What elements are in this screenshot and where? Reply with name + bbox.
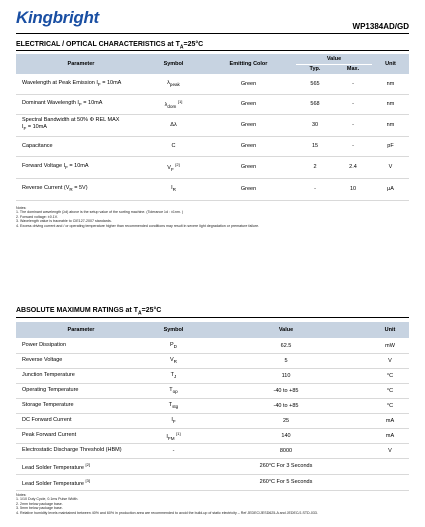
- unit-cell: mA: [371, 413, 409, 428]
- value-cell: 110: [201, 368, 371, 383]
- header-unit: Unit: [372, 54, 409, 74]
- value-cell: 140: [201, 428, 371, 443]
- parameter-cell: Reverse Current $(V_R = 5V)$: [16, 178, 146, 200]
- symbol-cell: Δλ: [146, 114, 201, 136]
- symbol-cell: $I_F$: [146, 413, 201, 428]
- electrical-section-title: ELECTRICAL / OPTICAL CHARACTERISTICS at $T_A=25^\circ C$: [16, 41, 204, 51]
- table-row: [16, 458, 409, 474]
- header-emitting-color: Emitting Color: [201, 54, 296, 74]
- unit-cell: μA: [372, 178, 409, 200]
- symbol-cell: $\lambda_{peak}$: [146, 74, 201, 94]
- symbol-cell: [146, 474, 201, 490]
- unit-cell: [371, 474, 409, 490]
- max-cell: 2.4: [334, 156, 372, 178]
- symbol-cell: [146, 458, 201, 474]
- typ-cell: 2: [296, 156, 334, 178]
- table-row: [16, 136, 409, 156]
- typ-cell: 568: [296, 94, 334, 114]
- table-row: [16, 474, 409, 490]
- electrical-title-rule: [16, 50, 409, 51]
- max-cell: -: [334, 94, 372, 114]
- header-parameter: Parameter: [16, 54, 146, 74]
- color-cell: Green: [201, 136, 296, 156]
- absolute-section-title: ABSOLUTE MAXIMUM RATINGS at $T_A=25^\circ C$: [16, 307, 162, 317]
- parameter-cell: Power Dissipation: [16, 338, 146, 353]
- unit-cell: nm: [372, 114, 409, 136]
- table-row: [16, 383, 409, 398]
- symbol-cell: $I_{FM}$ [1]: [146, 428, 201, 443]
- max-cell: -: [334, 114, 372, 136]
- brand-logo: Kingbright: [16, 8, 99, 27]
- parameter-cell: Junction Temperature: [16, 368, 146, 383]
- color-cell: Green: [201, 178, 296, 200]
- parameter-cell: Lead Solder Temperature [3]: [16, 474, 146, 490]
- value-cell: 260°C For 5 Seconds: [201, 474, 371, 490]
- value-cell: 8000: [201, 443, 371, 458]
- color-cell: Green: [201, 94, 296, 114]
- value-cell: -40 to +85: [201, 398, 371, 413]
- parameter-cell: Lead Solder Temperature [2]: [16, 458, 146, 474]
- table-row: [16, 413, 409, 428]
- table-row: [16, 94, 409, 114]
- unit-cell: V: [372, 156, 409, 178]
- parameter-cell: Spectral Bandwidth at 50% Φ REL MAX $I_F = 10mA$: [16, 114, 146, 136]
- unit-cell: [371, 458, 409, 474]
- parameter-cell: Reverse Voltage: [16, 353, 146, 368]
- parameter-cell: Forward Voltage $I_F = 10mA$: [16, 156, 146, 178]
- parameter-cell: Wavelength at Peak Emission $I_F = 10mA$: [16, 74, 146, 94]
- table-row: [16, 338, 409, 353]
- parameter-cell: Operating Temperature: [16, 383, 146, 398]
- typ-cell: 565: [296, 74, 334, 94]
- electrical-characteristics-table: [16, 54, 409, 201]
- header-symbol: Symbol: [146, 54, 201, 74]
- part-number: WP1384AD/GD: [352, 22, 409, 31]
- page-header: [0, 0, 425, 36]
- table-row: [16, 353, 409, 368]
- parameter-cell: DC Forward Current: [16, 413, 146, 428]
- value-cell: 260°C For 3 Seconds: [201, 458, 371, 474]
- absolute-ratings-table: [16, 322, 409, 491]
- symbol-cell: $P_D$: [146, 338, 201, 353]
- symbol-cell: C: [146, 136, 201, 156]
- parameter-cell: Capacitance: [16, 136, 146, 156]
- symbol-cell: $T_{stg}$: [146, 398, 201, 413]
- typ-cell: 30: [296, 114, 334, 136]
- symbol-cell: $V_F$ [2]: [146, 156, 201, 178]
- max-cell: 10: [334, 178, 372, 200]
- table-row: [16, 443, 409, 458]
- parameter-cell: Storage Temperature: [16, 398, 146, 413]
- symbol-cell: $V_R$: [146, 353, 201, 368]
- header-symbol: Symbol: [146, 322, 201, 338]
- unit-cell: °C: [371, 398, 409, 413]
- absolute-notes: Notes: 1. 1/10 Duty Cycle, 0.1ms Pulse Width. 2. 2mm below package base. 3. 5mm below package base. 4. Relative humidity levels maintained between 40% and 60% in production area are recommended to avoid the build-up of static electricity – Ref JEDEC/JESD625-A and JEDEC/J-STD-033.: [16, 493, 318, 515]
- header-typ: Typ.: [296, 64, 334, 74]
- table-row: [16, 178, 409, 200]
- symbol-cell: $T_{op}$: [146, 383, 201, 398]
- electrical-notes: Notes: 1. The dominant wavelength (λd) above is the setup value of the sorting machine. (Tolerance λd : ±1nm. ) 2. Forward voltage: ±0.1V. 3. Wavelength value is traceable to CIE127-2007 standards. 4. Excess driving current and / or operating temperature higher than recommended conditions may result in severe light degradation or premature failure.: [16, 206, 260, 228]
- color-cell: Green: [201, 114, 296, 136]
- value-cell: 5: [201, 353, 371, 368]
- header-rule: [16, 33, 409, 34]
- symbol-cell: $\lambda_{dom}$ [1]: [146, 94, 201, 114]
- header-value: Value: [296, 54, 372, 64]
- unit-cell: °C: [371, 383, 409, 398]
- value-cell: -40 to +85: [201, 383, 371, 398]
- symbol-cell: -: [146, 443, 201, 458]
- table-row: [16, 428, 409, 443]
- absolute-title-rule: [16, 317, 409, 318]
- parameter-cell: Dominant Wavelength $I_F = 10mA$: [16, 94, 146, 114]
- max-cell: -: [334, 74, 372, 94]
- parameter-cell: Peak Forward Current: [16, 428, 146, 443]
- header-max: Max.: [334, 64, 372, 74]
- table-row: [16, 368, 409, 383]
- symbol-cell: $I_R$: [146, 178, 201, 200]
- typ-cell: -: [296, 178, 334, 200]
- table-row: [16, 74, 409, 94]
- unit-cell: mA: [371, 428, 409, 443]
- table-row: [16, 156, 409, 178]
- max-cell: -: [334, 136, 372, 156]
- table-row: [16, 398, 409, 413]
- table-row: [16, 114, 409, 136]
- typ-cell: 15: [296, 136, 334, 156]
- value-cell: 62.5: [201, 338, 371, 353]
- header-unit: Unit: [371, 322, 409, 338]
- unit-cell: V: [371, 443, 409, 458]
- header-value: Value: [201, 322, 371, 338]
- unit-cell: °C: [371, 368, 409, 383]
- value-cell: 25: [201, 413, 371, 428]
- color-cell: Green: [201, 156, 296, 178]
- unit-cell: mW: [371, 338, 409, 353]
- parameter-cell: Electrostatic Discharge Threshold (HBM): [16, 443, 146, 458]
- color-cell: Green: [201, 74, 296, 94]
- unit-cell: nm: [372, 74, 409, 94]
- unit-cell: pF: [372, 136, 409, 156]
- unit-cell: nm: [372, 94, 409, 114]
- symbol-cell: $T_J$: [146, 368, 201, 383]
- header-parameter: Parameter: [16, 322, 146, 338]
- unit-cell: V: [371, 353, 409, 368]
